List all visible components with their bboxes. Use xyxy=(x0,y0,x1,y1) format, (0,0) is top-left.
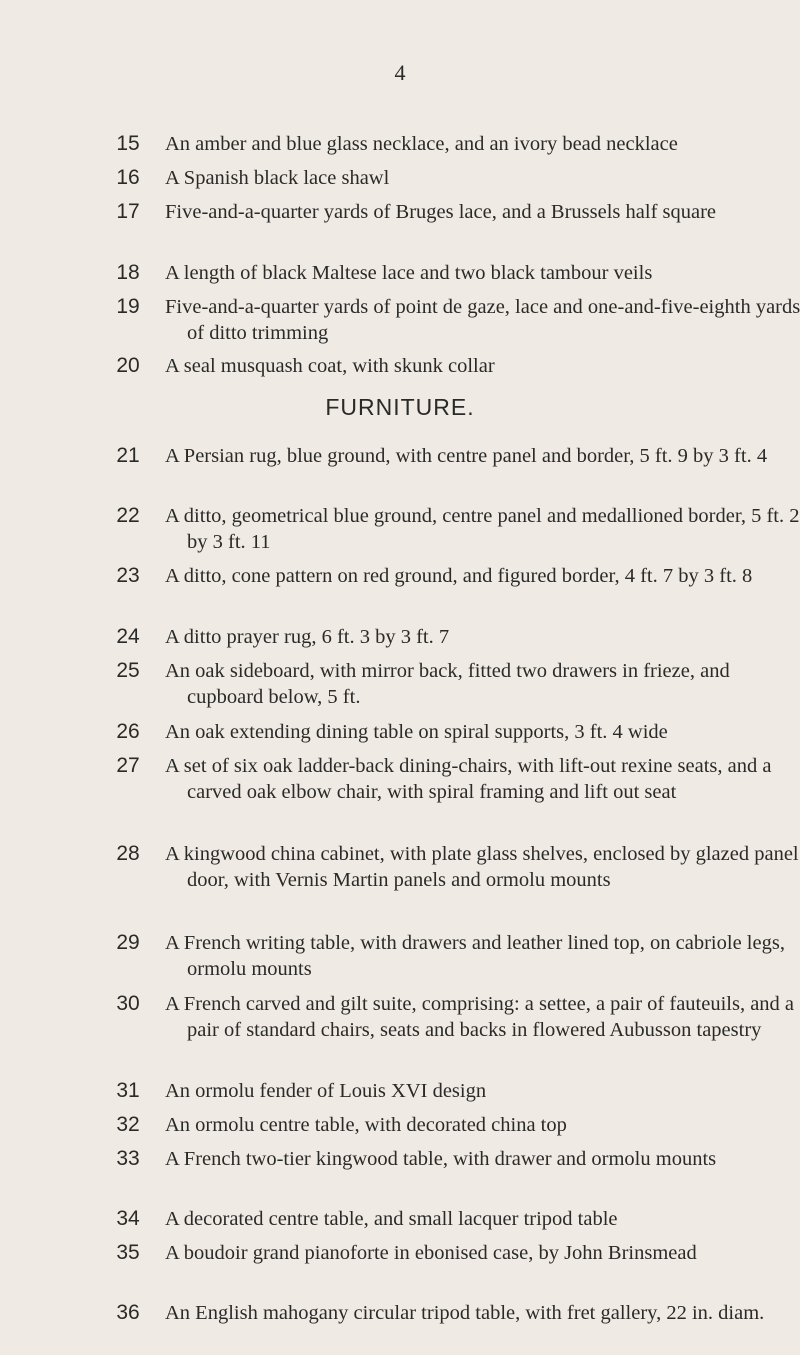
page-number: 4 xyxy=(394,60,406,85)
lot-description: A ditto, cone pattern on red ground, and figured border, 4 ft. 7 by 3 ft. 8 xyxy=(165,565,753,587)
lot-description: A Persian rug, blue ground, with centre panel and border, 5 ft. 9 by 3 ft. 4 xyxy=(165,445,768,467)
lot-description: A French writing table, with drawers and leather lined top, on cabriole legs, ormolu mounts xyxy=(165,932,785,980)
lot-number: 26 xyxy=(116,720,140,743)
lot-number: 25 xyxy=(116,659,140,682)
lot-number: 27 xyxy=(116,754,140,777)
lot-number: 21 xyxy=(116,444,140,467)
lot-description: A boudoir grand pianoforte in ebonised case, by John Brinsmead xyxy=(165,1242,697,1264)
lot-description: A set of six oak ladder-back dining-chairs, with lift-out rexine seats, and a carved oak elbow chair, with spiral framing and lift out seat xyxy=(165,755,772,803)
lot-description: Five-and-a-quarter yards of Bruges lace, and a Brussels half square xyxy=(165,201,717,223)
lot-number: 22 xyxy=(116,504,140,527)
lot-description: A seal musquash coat, with skunk collar xyxy=(165,355,495,377)
lot-description: A French carved and gilt suite, comprising: a settee, a pair of fauteuils, and a pair of standard chairs, seats and backs in flowered Aubusson tapestry xyxy=(165,993,795,1041)
lot-number: 30 xyxy=(116,992,140,1015)
lot-description: A ditto prayer rug, 6 ft. 3 by 3 ft. 7 xyxy=(165,626,450,648)
lot-description: A kingwood china cabinet, with plate glass shelves, enclosed by glazed panel door, with Vernis Martin panels and ormolu mounts xyxy=(165,843,799,891)
lot-number: 23 xyxy=(116,564,140,587)
lot-description: Five-and-a-quarter yards of point de gaze, lace and one-and-five-eighth yards of ditto trimming xyxy=(165,296,800,344)
lot-description: A French two-tier kingwood table, with drawer and ormolu mounts xyxy=(165,1148,717,1170)
lot-description: An oak sideboard, with mirror back, fitted two drawers in frieze, and cupboard below, 5 ft. xyxy=(165,660,730,708)
lot-number: 19 xyxy=(116,295,140,318)
lot-number: 29 xyxy=(116,931,140,954)
lot-number: 35 xyxy=(116,1241,140,1264)
lot-number: 18 xyxy=(116,261,140,284)
lot-description: A length of black Maltese lace and two black tambour veils xyxy=(165,262,653,284)
lot-description: An ormolu centre table, with decorated china top xyxy=(165,1114,567,1136)
lot-description: An ormolu fender of Louis XVI design xyxy=(165,1080,487,1102)
lot-number: 34 xyxy=(116,1207,140,1230)
section-heading: FURNITURE. xyxy=(325,394,475,420)
lot-number: 28 xyxy=(116,842,140,865)
lot-description: A decorated centre table, and small lacquer tripod table xyxy=(165,1208,618,1230)
lot-description: An English mahogany circular tripod table, with fret gallery, 22 in. diam. xyxy=(165,1302,765,1324)
lot-number: 24 xyxy=(116,625,140,648)
lot-description: An amber and blue glass necklace, and an ivory bead necklace xyxy=(165,133,678,155)
lot-number: 31 xyxy=(116,1079,140,1102)
lot-description: An oak extending dining table on spiral supports, 3 ft. 4 wide xyxy=(165,721,668,743)
lot-number: 32 xyxy=(116,1113,140,1136)
lot-description: A ditto, geometrical blue ground, centre panel and medallioned border, 5 ft. 2 by 3 ft. 11 xyxy=(165,505,800,553)
lot-number: 17 xyxy=(116,200,140,223)
lot-number: 20 xyxy=(116,354,140,377)
lot-number: 16 xyxy=(116,166,140,189)
lot-description: A Spanish black lace shawl xyxy=(165,167,390,189)
lot-number: 36 xyxy=(116,1301,140,1324)
lot-number: 15 xyxy=(116,132,140,155)
lot-number: 33 xyxy=(116,1147,140,1170)
